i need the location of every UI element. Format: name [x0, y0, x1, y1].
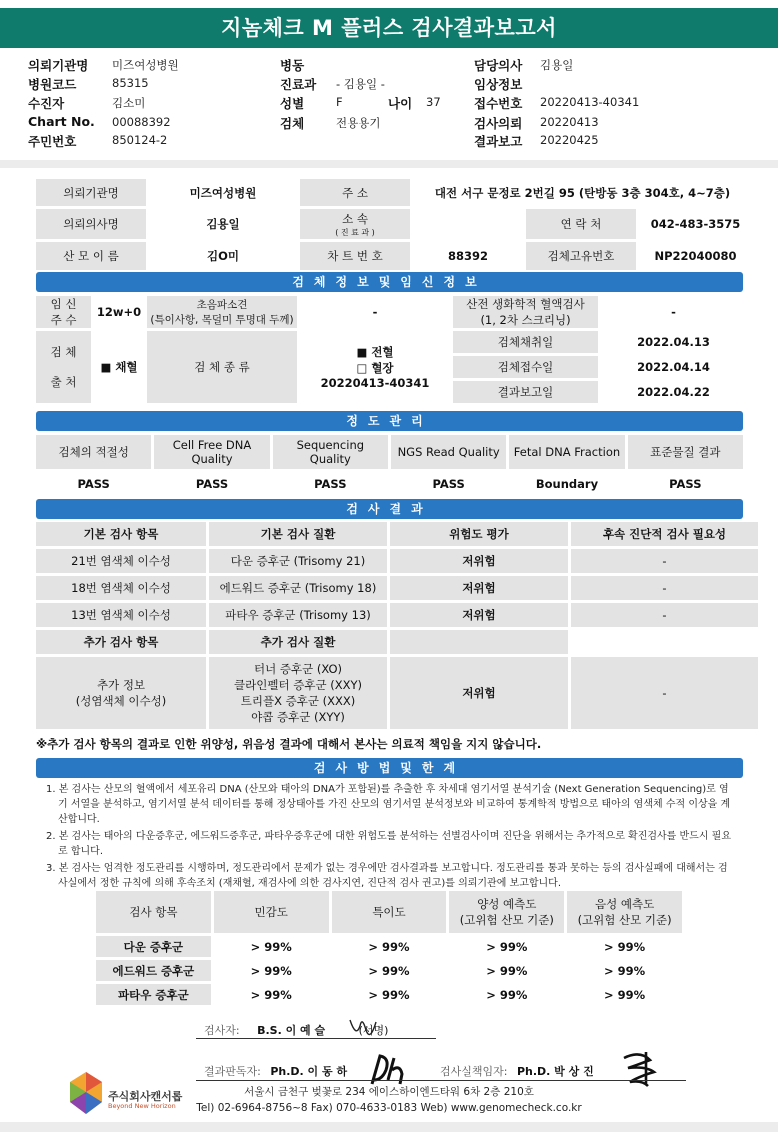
section-methods-header: 검사방법및한계	[36, 758, 743, 778]
perf-row-0-spec: > 99%	[332, 936, 447, 957]
res-row-0-item: 21번 염색체 이수성	[36, 549, 206, 573]
affil-label-text: 소 속	[342, 211, 368, 226]
perf-row-2-item: 파타우 증후군	[96, 984, 211, 1005]
add-col-3	[571, 630, 758, 654]
us-label	[147, 296, 297, 328]
us-label-1: 초음파소견	[196, 299, 248, 311]
receipt-value: 20220413-40341	[540, 95, 640, 109]
type-label: 검 체 종 류	[147, 331, 297, 403]
res-row-1-followup: -	[571, 576, 758, 600]
footer-contact: Tel) 02-6964-8756~8 Fax) 070-4633-0183 Web) www.genomecheck.co.kr	[196, 1102, 582, 1114]
company-slogan: Beyond New Horizon	[108, 1102, 176, 1110]
res-row-2-item: 13번 염색체 이수성	[36, 603, 206, 627]
add-item	[36, 657, 206, 729]
add-diseases	[209, 657, 387, 729]
examinee-label: 수진자	[28, 96, 65, 111]
addr-label: 주 소	[300, 179, 410, 206]
bottom-divider	[0, 1122, 778, 1132]
perf-col-3-sub: (고위험 산모 기준)	[459, 913, 554, 927]
disclaimer-note: ※추가 검사 항목의 결과로 인한 위양성, 위음성 결과에 대해서 본사는 의료적 책임을 지지 않습니다.	[36, 737, 542, 751]
perf-row-2-sens: > 99%	[214, 984, 329, 1005]
doctor-label: 담당의사	[474, 58, 523, 73]
section-qc-header: 정도관리	[36, 411, 743, 431]
methods-p3: 3. 본 검사는 엄격한 정도관리를 시행하며, 정도관리에서 문제가 없는 경우에만 검사결과를 보고합니다. 정도관리를 통과 못하는 등의 검사실패에 대해서는 검사실에서 정한 규칙에 의해 후속조치 (재채혈, 재검사에 의한 검사지연, 진단적 검사 권고)를 의뢰기관에 보고합니다.	[46, 863, 728, 889]
affil-value	[413, 209, 523, 239]
type-value	[300, 331, 450, 403]
chart-no-label: 차 트 번 호	[300, 242, 410, 270]
dept-value: - 김용일 -	[336, 77, 385, 91]
resident-value: 850124-2	[112, 133, 168, 147]
res-row-2-followup: -	[571, 603, 758, 627]
doc-value: 김용일	[149, 209, 297, 239]
add-disease-1: 터너 증후군 (XO)	[253, 662, 343, 676]
ga-label-2: 주 수	[50, 313, 77, 327]
add-followup: -	[571, 657, 758, 729]
perf-row-0-item: 다운 증후군	[96, 936, 211, 957]
perf-row-2-npv: > 99%	[567, 984, 682, 1005]
specimen-value: 전용용기	[336, 116, 381, 130]
section-specimen-header: 검체정보및임신정보	[36, 272, 743, 292]
report-value: 2022.04.22	[601, 381, 746, 403]
lab-signature-mark	[616, 1048, 662, 1088]
methods-p1: 1. 본 검사는 산모의 혈액에서 세포유리 DNA (산모와 태아의 DNA가 포함된)를 추출한 후 차세대 염기서열 분석기술 (Next Generation Sequencing)로 염기 서열을 분석하고, 염기서열 분석 데이터를 통해 정상태아를 가진 산모의 염기서열 분석정보와 비교하여 통계학적 방법으로 태아의 염색체 수적 이상을 계산합니다.	[46, 784, 731, 825]
qc-col-4: Fetal DNA Fraction	[509, 435, 624, 469]
results-table	[33, 519, 761, 732]
footer	[0, 1084, 778, 1116]
res-row-0-followup: -	[571, 549, 758, 573]
lab-label: 검사실책임자:	[440, 1065, 508, 1078]
qc-table	[33, 432, 746, 499]
qc-col-1: Cell Free DNA Quality	[154, 435, 269, 469]
tester-label: 검사자:	[204, 1024, 240, 1037]
ga-label-1: 임 신	[50, 297, 77, 311]
add-item-2: (성염색체 이수성)	[75, 694, 167, 708]
clinical-label: 임상정보	[474, 77, 523, 92]
ga-label	[36, 296, 91, 328]
receive-value: 2022.04.14	[601, 356, 746, 378]
bottom-sign-line	[196, 1080, 686, 1081]
request-value: 20220413	[540, 115, 599, 129]
chart-no-value: 88392	[413, 242, 523, 270]
request-label: 검사의뢰	[474, 116, 523, 131]
sex-value: F	[336, 95, 343, 109]
hospital-code-label: 병원코드	[28, 77, 77, 92]
report-date-value: 20220425	[540, 133, 599, 147]
res-row-1-disease: 에드워드 증후군 (Trisomy 18)	[209, 576, 387, 600]
contact-label: 연 락 처	[526, 209, 636, 239]
type-whole: ■ 전혈	[356, 345, 394, 359]
origin-label	[36, 331, 91, 403]
add-col-0: 추가 검사 항목	[36, 630, 206, 654]
screen-label	[453, 296, 598, 328]
specimen-label: 검체	[280, 116, 305, 131]
res-row-2-disease: 파타우 증후군 (Trisomy 13)	[209, 603, 387, 627]
affil-label	[300, 209, 410, 239]
addr-value: 대전 서구 문정로 2번길 95 (탄방동 3층 304호, 4~7층)	[413, 179, 752, 206]
inst-label: 의뢰기관명	[36, 179, 146, 206]
institution-label: 의뢰기관명	[28, 58, 89, 73]
age-label: 나이	[388, 96, 413, 111]
perf-row-2-ppv: > 99%	[449, 984, 564, 1005]
lab-director-signature	[440, 1063, 594, 1079]
specimen-id-value: NP22040080	[639, 242, 752, 270]
doc-label: 의뢰의사명	[36, 209, 146, 239]
perf-row-1-npv: > 99%	[567, 960, 682, 981]
add-col-1: 추가 검사 질환	[209, 630, 387, 654]
res-col-1: 기본 검사 질환	[209, 522, 387, 546]
report-date-label: 결과보고	[474, 134, 523, 149]
perf-col-1: 민감도	[214, 891, 329, 933]
age-value: 37	[426, 95, 441, 109]
res-row-1-risk: 저위험	[390, 576, 568, 600]
dept-label: 진료과	[280, 77, 317, 92]
perf-col-0: 검사 항목	[96, 891, 211, 933]
qc-col-3: NGS Read Quality	[391, 435, 506, 469]
perf-col-3-label: 양성 예측도	[477, 897, 537, 911]
res-row-2-risk: 저위험	[390, 603, 568, 627]
judge-signature-mark	[366, 1050, 412, 1088]
res-row-0-risk: 저위험	[390, 549, 568, 573]
perf-row-0-npv: > 99%	[567, 936, 682, 957]
screen-label-1: 산전 생화학적 혈액검사	[466, 297, 585, 311]
qc-val-0: PASS	[36, 472, 151, 496]
perf-col-4	[567, 891, 682, 933]
receipt-label: 접수번호	[474, 96, 523, 111]
type-number: 20220413-40341	[320, 376, 430, 390]
chart-value: 00088392	[112, 115, 171, 129]
tester-sign-text: (서명)	[358, 1024, 389, 1037]
qc-col-2: Sequencing Quality	[273, 435, 388, 469]
origin-value: ■ 채혈	[94, 331, 144, 403]
add-disease-4: 야콥 증후군 (XYY)	[251, 710, 345, 724]
screen-value: -	[601, 296, 746, 328]
qc-val-5: PASS	[628, 472, 743, 496]
qc-col-0: 검체의 적절성	[36, 435, 151, 469]
origin-label-2: 출 처	[50, 375, 77, 389]
contact-value: 042-483-3575	[639, 209, 752, 239]
ward-label: 병동	[280, 58, 305, 73]
ga-value: 12w+0	[94, 296, 144, 328]
collect-value: 2022.04.13	[601, 331, 746, 353]
footer-address: 서울시 금천구 벚꽃로 234 에이스하이엔드타워 6차 2층 210호	[244, 1086, 534, 1098]
tester-name: B.S. 이 예 슬	[257, 1024, 326, 1037]
lab-name: Ph.D. 박 상 진	[516, 1065, 594, 1078]
specimen-id-label: 검체고유번호	[526, 242, 636, 270]
screen-label-2: (1, 2차 스크리닝)	[480, 313, 571, 327]
res-row-1-item: 18번 염색체 이수성	[36, 576, 206, 600]
institution-value: 미즈여성병원	[112, 58, 179, 72]
perf-col-4-sub: (고위험 산모 기준)	[577, 913, 672, 927]
perf-row-0-ppv: > 99%	[449, 936, 564, 957]
resident-label: 주민번호	[28, 134, 77, 149]
chart-label: Chart No.	[28, 114, 95, 129]
report-label: 결과보고일	[453, 381, 598, 403]
res-row-0-disease: 다운 증후군 (Trisomy 21)	[209, 549, 387, 573]
judge-name: Ph.D. 이 동 하	[270, 1065, 348, 1078]
judge-signature	[204, 1063, 347, 1079]
perf-col-4-label: 음성 예측도	[594, 897, 655, 911]
add-risk: 저위험	[390, 657, 568, 729]
receive-label: 검체접수일	[453, 356, 598, 378]
methods-text	[46, 782, 736, 893]
tester-signature-mark	[346, 1012, 380, 1042]
qc-val-2: PASS	[273, 472, 388, 496]
res-col-2: 위험도 평가	[390, 522, 568, 546]
inst-value: 미즈여성병원	[149, 179, 297, 206]
mother-label: 산 모 이 름	[36, 242, 146, 270]
judge-label: 결과판독자:	[204, 1065, 261, 1078]
collect-label: 검체채취일	[453, 331, 598, 353]
us-label-2: (특이사항, 목덜미 투명대 두께)	[150, 314, 294, 326]
add-item-1: 추가 정보	[96, 678, 146, 692]
perf-row-1-spec: > 99%	[332, 960, 447, 981]
company-name: 주식회사캔서롭	[108, 1090, 183, 1103]
perf-row-2-spec: > 99%	[332, 984, 447, 1005]
tester-sign-line	[196, 1038, 436, 1039]
divider	[0, 160, 778, 168]
res-col-0: 기본 검사 항목	[36, 522, 206, 546]
perf-col-3	[449, 891, 564, 933]
origin-label-1: 검 체	[50, 345, 77, 359]
sex-label: 성별	[280, 96, 305, 111]
performance-table	[93, 888, 685, 1008]
institution-info-table	[33, 176, 755, 273]
doctor-value: 김용일	[540, 58, 574, 72]
mother-value: 김O미	[149, 242, 297, 270]
qc-val-1: PASS	[154, 472, 269, 496]
report-header	[0, 52, 778, 152]
hospital-code-value: 85315	[112, 76, 149, 90]
perf-row-0-sens: > 99%	[214, 936, 329, 957]
specimen-table	[33, 293, 749, 406]
perf-row-1-item: 에드워드 증후군	[96, 960, 211, 981]
perf-row-1-ppv: > 99%	[449, 960, 564, 981]
report-title: 지놈체크 M 플러스 검사결과보고서	[0, 8, 778, 48]
perf-col-2: 특이도	[332, 891, 447, 933]
section-results-header: 검사결과	[36, 499, 743, 519]
add-disease-3: 트리플X 증후군 (XXX)	[240, 694, 356, 708]
add-col-2	[390, 630, 568, 654]
perf-row-1-sens: > 99%	[214, 960, 329, 981]
qc-val-4: Boundary	[509, 472, 624, 496]
us-value: -	[300, 296, 450, 328]
add-disease-2: 클라인펠터 증후군 (XXY)	[234, 678, 362, 692]
type-plasma: □ 혈장	[356, 361, 394, 375]
res-col-3: 후속 진단적 검사 필요성	[571, 522, 758, 546]
methods-p2: 2. 본 검사는 태아의 다운증후군, 에드워드증후군, 파타우증후군에 대한 위험도를 분석하는 선별검사이며 진단을 위해서는 추가적으로 확진검사를 반드시 필요로 합니다.	[46, 831, 731, 857]
qc-col-5: 표준물질 결과	[628, 435, 743, 469]
qc-val-3: PASS	[391, 472, 506, 496]
examinee-value: 김소미	[112, 96, 146, 110]
affil-sub: ( 진 료 과 )	[335, 227, 375, 237]
